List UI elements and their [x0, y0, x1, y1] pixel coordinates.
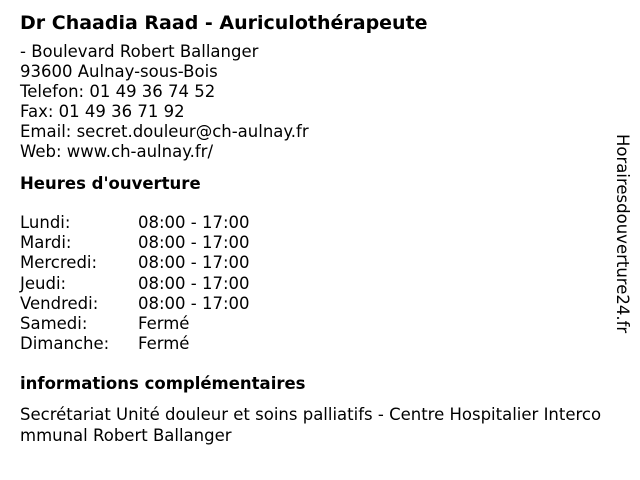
hours-time: 08:00 - 17:00 [138, 233, 250, 253]
hours-row [20, 274, 250, 294]
opening-hours-table [20, 213, 250, 354]
contact-block [20, 42, 610, 162]
city-address: 93600 Aulnay-sous-Bois [20, 62, 218, 81]
business-card [20, 10, 610, 162]
hours-day: Mercredi: [20, 253, 98, 273]
email-address: Email: secret.douleur@ch-aulnay.fr [20, 122, 309, 141]
hours-row [20, 294, 250, 314]
hours-time: 08:00 - 17:00 [138, 273, 250, 293]
hours-day: Vendredi: [20, 293, 99, 313]
hours-day: Jeudi: [20, 273, 67, 293]
hours-day: Dimanche: [20, 334, 110, 354]
info-text: Secrétariat Unité douleur et soins palliatifs - Centre Hospitalier Intercommunal Robert Ballanger [20, 405, 602, 445]
site-watermark: Horairesdouverture24.fr [613, 134, 632, 334]
hours-row [20, 233, 250, 253]
hours-time: 08:00 - 17:00 [138, 293, 250, 313]
hours-day: Samedi: [20, 314, 88, 334]
hours-time: 08:00 - 17:00 [138, 213, 250, 232]
page-title: Dr Chaadia Raad - Auriculothérapeute [20, 12, 428, 34]
hours-row [20, 253, 250, 273]
hours-day: Lundi: [20, 213, 71, 232]
hours-day: Mardi: [20, 233, 72, 253]
hours-time: Fermé [138, 314, 190, 334]
hours-row [20, 314, 250, 334]
hours-row [20, 334, 250, 354]
hours-time: Fermé [138, 334, 190, 354]
hours-heading: Heures d'ouverture [20, 174, 201, 193]
fax-number: Fax: 01 49 36 71 92 [20, 102, 185, 121]
website-address: Web: www.ch-aulnay.fr/ [20, 142, 214, 161]
info-heading: informations complémentaires [20, 374, 306, 393]
hours-time: 08:00 - 17:00 [138, 253, 250, 273]
hours-row [20, 213, 250, 233]
phone-number: Telefon: 01 49 36 74 52 [20, 82, 216, 101]
street-address: - Boulevard Robert Ballanger [20, 42, 259, 61]
